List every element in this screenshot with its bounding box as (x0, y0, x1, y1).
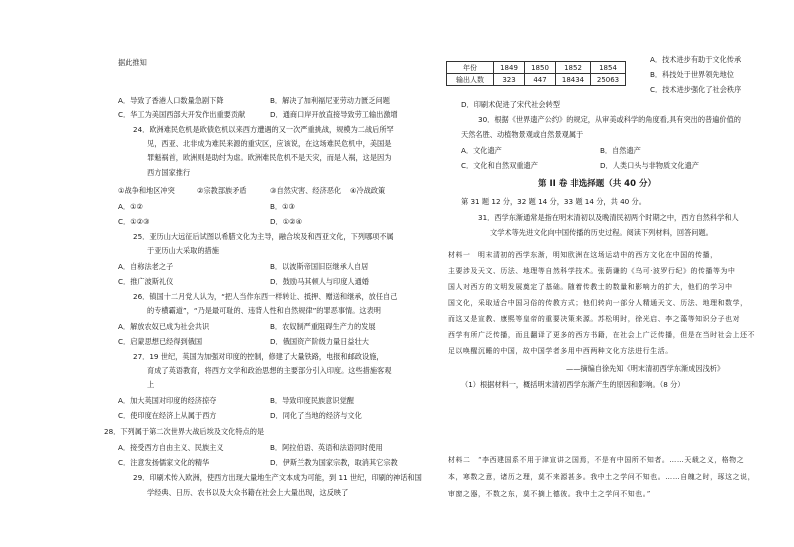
table-cell: 输出人数 (447, 74, 494, 86)
material1-line5: 而这又是宣教、康熙等皇帝的重要决策来源。苏松明时，徐光启、李之藻等知识分子也对 (448, 315, 741, 323)
table-cell: 323 (494, 74, 525, 86)
table-cell: 1850 (525, 62, 556, 74)
q25-line1: 25．亚历山大远征后试图以希腊文化为主导，融合埃及和西亚文化，下列哪项不属 (133, 232, 394, 241)
q30-option-c: C．文化和自然双重遗产 (461, 161, 538, 170)
material1-line3: 国人对西方的文明发展奠定了基础。随着传教士的数量和影响力的扩大，他们的学习中 (448, 283, 733, 291)
q27-line1: 27．19 世纪，英国为加强对印度的控制，修建了大量铁路，电报和邮政设施， (133, 352, 384, 361)
q27-option-d: D．同化了当地的经济与文化 (270, 411, 362, 420)
q28-option-c: C．注意发扬儒家文化的精华 (118, 458, 210, 467)
section-description: 第 31 题 12 分，32 题 14 分，33 题 14 分，共 40 分。 (461, 197, 646, 206)
q26-line1: 26．镇国十二月党人认为，“把人当作东西一样转让、抵押、赠送和继承，放任自己 (133, 292, 398, 301)
q30-option-b: B．自然遗产 (600, 146, 641, 155)
table-cell: 年份 (447, 62, 494, 74)
q26-line2: 的专横霸道”，“乃是最可耻的、违背人性和自然规律”的罪恶事情。这表明 (147, 306, 381, 315)
q27-line3: 上 (147, 380, 155, 389)
q31-line2: 文学术等先进文化向中国传播的历史过程。阅读下列材料，回答问题。 (490, 228, 713, 237)
q24-option-b: B．①③ (270, 202, 296, 211)
material1-line6: 西学有所广泛传播，而且翻译了更多的西方书籍，在社会上广泛传播，但是在当时社会上还不 (448, 331, 756, 339)
table-row (447, 74, 626, 86)
q24-line2: 见，西亚、北非成为难民来源的重灾区，应该说，在这场难民危机中，美国是 (147, 139, 392, 148)
q27-line2: 育成了英语教育，将西方文学和政治思想的主要部分引入印度。这些措施客观 (147, 366, 392, 375)
intro-text: 据此推知 (118, 58, 147, 67)
q28-option-b: B．阿拉伯语、英语和法语同时使用 (270, 443, 383, 452)
table-cell: 18434 (556, 74, 591, 86)
q24-option-d: D．①②④ (270, 217, 303, 226)
table-cell: 1854 (591, 62, 626, 74)
q25-option-d: D．鼓励马其顿人与印度人通婚 (270, 277, 369, 286)
material1-line1: 材料一 明末清初的西学东渐，明知欧洲在这场运动中的西方文化在中国的传播， (448, 251, 718, 259)
q27-option-a: A．加大英国对印度的经济掠夺 (118, 396, 217, 405)
q24-opt4: ④冷战政策 (350, 186, 386, 195)
q26-option-a: A．解放农奴已成为社会共识 (118, 322, 210, 331)
q24-opt1: ①战争和地区冲突 (118, 186, 175, 195)
q25-option-b: B．以波斯帝国旧臣继承人自居 (270, 262, 369, 271)
q24-line3: 罪魁祸首，欧洲则是助纣为虐。欧洲难民危机不是天灾，而是人祸，这是因为 (147, 153, 392, 162)
q29-line1: 29．印刷术传入欧洲，使西方出现大量地生产文本成为可能，到 11 世纪，印刷的神话和国 (133, 473, 422, 482)
q28-option-a: A．接受西方自由主义、民族主义 (118, 443, 224, 452)
material1-line4: 国文化，采取适合中国习俗的传教方式；他们转向一部分人精通天文、历法、地理和数学， (448, 299, 748, 307)
q24-option-a: A．①② (118, 202, 143, 211)
q25-option-c: C．推广波斯礼仪 (118, 277, 174, 286)
q30-line1: 30．根据《世界遗产公约》的规定，从审美或科学的角度看,具有突出的普遍价值的 (478, 115, 741, 124)
q24-opt3: ③自然灾害、经济恶化 (270, 186, 342, 195)
q29-option-c: C．技术进步强化了社会秩序 (650, 85, 742, 94)
q28-option-d: D．伊斯兰教为国家宗教，取消其它宗教 (270, 458, 398, 467)
section-title: 第 II 卷 非选择题（共 40 分） (538, 179, 656, 189)
q23-option-c: C．华工为美国西部大开发作出重要贡献 (118, 110, 246, 119)
q25-option-a: A．自称法老之子 (118, 262, 174, 271)
material2-line1: 材料二 “李西建国系不用于津宣讲之国焉，不是有中国所不知者。……天载之义，格物之 (448, 456, 745, 464)
q30-line2: 天然名胜、动植物景观或自然景观属于 (461, 130, 584, 139)
table-cell: 447 (525, 74, 556, 86)
q26-option-c: C．启蒙思想已经得到俄国 (118, 337, 203, 346)
q27-option-b: B．导致印度民族意识觉醒 (270, 396, 354, 405)
q23-option-d: D．通商口岸开放直接导致劳工输出激增 (270, 110, 398, 119)
q26-option-d: D．俄国资产阶级力量日益壮大 (270, 337, 369, 346)
q24-line4: 西方国家推行 (147, 168, 191, 177)
table-header-row (447, 62, 626, 74)
material2-line2: 本，寒数之意，诸历之理，莫不来源甚多。我中土之学问不知也。……自魄之时，琢这之说， (448, 473, 756, 481)
q29-line2: 学经典、日历、农书以及大众书籍在社会上大量出现，这反映了 (147, 488, 349, 497)
q29-option-a: A．技术进步有助于文化传承 (650, 55, 742, 64)
q25-line2: 于亚历山大采取的措施 (147, 246, 219, 255)
material1-source: ——摘编自徐先知《明末清初西学东渐成因浅析》 (566, 364, 725, 373)
q27-option-c: C．使印度在经济上从属于西方 (118, 411, 217, 420)
q28-line1: 28．下列属于第二次世界大战后埃及文化特点的是 (104, 427, 265, 436)
table-cell: 1852 (556, 62, 591, 74)
q29-option-d: D．印刷术促进了宋代社会转型 (461, 100, 560, 109)
q31-part1: （1）根据材料一，概括明末清初西学东渐产生的原因和影响。（8 分） (461, 380, 685, 389)
q24-option-c: C．①②③ (118, 217, 150, 226)
emigration-table (446, 61, 626, 86)
material1-line7: 足以唤醒沉睡的中国，故中国学者多用中西两种文化方法进行生活。 (448, 347, 673, 355)
table-cell: 1849 (494, 62, 525, 74)
table-cell: 25063 (591, 74, 626, 86)
q24-line1: 24．欧洲难民危机是欧债危机以来西方遭遇的又一次严重挑战，规模为二战后所罕 (133, 125, 394, 134)
q29-option-b: B．科技处于世界领先地位 (650, 70, 734, 79)
q24-opt2: ②宗教部族矛盾 (197, 186, 247, 195)
q30-option-a: A．文化遗产 (461, 146, 502, 155)
q23-option-a: A．导致了香港人口数量急剧下降 (118, 96, 224, 105)
q30-option-d: D．人类口头与非物质文化遗产 (600, 161, 699, 170)
q26-option-b: B．农奴制严重阻碍生产力的发展 (270, 322, 376, 331)
q23-option-b: B．解决了加利福尼亚劳动力匮乏问题 (270, 96, 390, 105)
material2-line3: 审窗之器，不数之东，莫不摘上德彼。我中土之学问不知也。” (448, 490, 651, 498)
q31-line1: 31．西学东渐通常是指在明末清初以及晚清民初两个时期之中，西方自然科学和人 (478, 213, 739, 222)
material1-line2: 主要涉及天文、历法、地理等自然科学技术。张荫谦的《乌可·波罗行纪》的传播等为中 (448, 267, 736, 275)
